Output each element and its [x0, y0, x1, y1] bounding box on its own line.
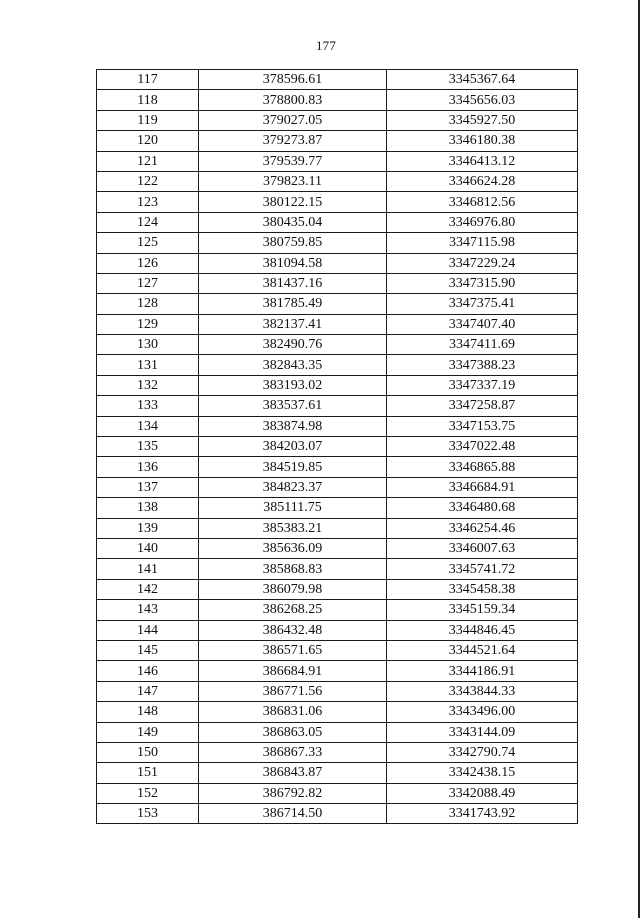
y-coordinate-cell: 3346624.28 — [387, 171, 578, 191]
x-coordinate-cell: 381094.58 — [199, 253, 387, 273]
x-coordinate-cell: 385636.09 — [199, 538, 387, 558]
x-coordinate-cell: 378596.61 — [199, 70, 387, 90]
table-row — [97, 763, 578, 783]
table-row — [97, 498, 578, 518]
table-row — [97, 804, 578, 824]
coordinate-table — [96, 69, 578, 824]
point-number-cell: 141 — [97, 559, 199, 579]
x-coordinate-cell: 378800.83 — [199, 90, 387, 110]
table-row — [97, 335, 578, 355]
point-number-cell: 136 — [97, 457, 199, 477]
y-coordinate-cell: 3346180.38 — [387, 131, 578, 151]
table-row — [97, 437, 578, 457]
x-coordinate-cell: 382843.35 — [199, 355, 387, 375]
y-coordinate-cell: 3341743.92 — [387, 804, 578, 824]
x-coordinate-cell: 379027.05 — [199, 110, 387, 130]
table-row — [97, 579, 578, 599]
table-row — [97, 233, 578, 253]
x-coordinate-cell: 385383.21 — [199, 518, 387, 538]
point-number-cell: 147 — [97, 681, 199, 701]
table-row — [97, 742, 578, 762]
y-coordinate-cell: 3347375.41 — [387, 294, 578, 314]
x-coordinate-cell: 379823.11 — [199, 171, 387, 191]
y-coordinate-cell: 3347153.75 — [387, 416, 578, 436]
y-coordinate-cell: 3346007.63 — [387, 538, 578, 558]
point-number-cell: 130 — [97, 335, 199, 355]
point-number-cell: 120 — [97, 131, 199, 151]
table-row — [97, 681, 578, 701]
x-coordinate-cell: 383874.98 — [199, 416, 387, 436]
table-row — [97, 559, 578, 579]
x-coordinate-cell: 382137.41 — [199, 314, 387, 334]
x-coordinate-cell: 380435.04 — [199, 212, 387, 232]
x-coordinate-cell: 386863.05 — [199, 722, 387, 742]
point-number-cell: 144 — [97, 620, 199, 640]
x-coordinate-cell: 386684.91 — [199, 661, 387, 681]
table-row — [97, 416, 578, 436]
point-number-cell: 117 — [97, 70, 199, 90]
point-number-cell: 151 — [97, 763, 199, 783]
y-coordinate-cell: 3346480.68 — [387, 498, 578, 518]
y-coordinate-cell: 3346865.88 — [387, 457, 578, 477]
point-number-cell: 128 — [97, 294, 199, 314]
table-row — [97, 355, 578, 375]
x-coordinate-cell: 380122.15 — [199, 192, 387, 212]
point-number-cell: 119 — [97, 110, 199, 130]
x-coordinate-cell: 384203.07 — [199, 437, 387, 457]
point-number-cell: 122 — [97, 171, 199, 191]
y-coordinate-cell: 3347411.69 — [387, 335, 578, 355]
y-coordinate-cell: 3347337.19 — [387, 375, 578, 395]
point-number-cell: 150 — [97, 742, 199, 762]
x-coordinate-cell: 381437.16 — [199, 273, 387, 293]
x-coordinate-cell: 384823.37 — [199, 477, 387, 497]
x-coordinate-cell: 385111.75 — [199, 498, 387, 518]
table-row — [97, 314, 578, 334]
table-row — [97, 192, 578, 212]
x-coordinate-cell: 381785.49 — [199, 294, 387, 314]
point-number-cell: 131 — [97, 355, 199, 375]
x-coordinate-cell: 384519.85 — [199, 457, 387, 477]
x-coordinate-cell: 386714.50 — [199, 804, 387, 824]
point-number-cell: 133 — [97, 396, 199, 416]
x-coordinate-cell: 379539.77 — [199, 151, 387, 171]
y-coordinate-cell: 3343496.00 — [387, 702, 578, 722]
x-coordinate-cell: 379273.87 — [199, 131, 387, 151]
point-number-cell: 152 — [97, 783, 199, 803]
page-number: 177 — [315, 38, 337, 53]
point-number-cell: 148 — [97, 702, 199, 722]
table-row — [97, 90, 578, 110]
y-coordinate-cell: 3344521.64 — [387, 640, 578, 660]
table-row — [97, 253, 578, 273]
point-number-cell: 135 — [97, 437, 199, 457]
point-number-cell: 121 — [97, 151, 199, 171]
table-row — [97, 131, 578, 151]
point-number-cell: 139 — [97, 518, 199, 538]
table-row — [97, 620, 578, 640]
table-row — [97, 375, 578, 395]
x-coordinate-cell: 382490.76 — [199, 335, 387, 355]
table-row — [97, 273, 578, 293]
table-row — [97, 783, 578, 803]
table-row — [97, 640, 578, 660]
y-coordinate-cell: 3347022.48 — [387, 437, 578, 457]
table-row — [97, 70, 578, 90]
y-coordinate-cell: 3347315.90 — [387, 273, 578, 293]
y-coordinate-cell: 3346254.46 — [387, 518, 578, 538]
table-row — [97, 538, 578, 558]
point-number-cell: 153 — [97, 804, 199, 824]
x-coordinate-cell: 386771.56 — [199, 681, 387, 701]
x-coordinate-cell: 385868.83 — [199, 559, 387, 579]
table-row — [97, 518, 578, 538]
y-coordinate-cell: 3345367.64 — [387, 70, 578, 90]
table-row — [97, 212, 578, 232]
x-coordinate-cell: 383537.61 — [199, 396, 387, 416]
point-number-cell: 145 — [97, 640, 199, 660]
y-coordinate-cell: 3345741.72 — [387, 559, 578, 579]
point-number-cell: 123 — [97, 192, 199, 212]
x-coordinate-cell: 380759.85 — [199, 233, 387, 253]
y-coordinate-cell: 3342088.49 — [387, 783, 578, 803]
point-number-cell: 142 — [97, 579, 199, 599]
table-row — [97, 722, 578, 742]
point-number-cell: 143 — [97, 600, 199, 620]
table-row — [97, 110, 578, 130]
y-coordinate-cell: 3345656.03 — [387, 90, 578, 110]
x-coordinate-cell: 383193.02 — [199, 375, 387, 395]
x-coordinate-cell: 386867.33 — [199, 742, 387, 762]
table-row — [97, 457, 578, 477]
x-coordinate-cell: 386268.25 — [199, 600, 387, 620]
point-number-cell: 127 — [97, 273, 199, 293]
x-coordinate-cell: 386831.06 — [199, 702, 387, 722]
y-coordinate-cell: 3345458.38 — [387, 579, 578, 599]
x-coordinate-cell: 386432.48 — [199, 620, 387, 640]
y-coordinate-cell: 3343844.33 — [387, 681, 578, 701]
y-coordinate-cell: 3345927.50 — [387, 110, 578, 130]
point-number-cell: 132 — [97, 375, 199, 395]
y-coordinate-cell: 3343144.09 — [387, 722, 578, 742]
y-coordinate-cell: 3347407.40 — [387, 314, 578, 334]
table-row — [97, 171, 578, 191]
point-number-cell: 137 — [97, 477, 199, 497]
x-coordinate-cell: 386571.65 — [199, 640, 387, 660]
y-coordinate-cell: 3346413.12 — [387, 151, 578, 171]
point-number-cell: 138 — [97, 498, 199, 518]
point-number-cell: 134 — [97, 416, 199, 436]
table-row — [97, 702, 578, 722]
table-body — [97, 70, 578, 824]
x-coordinate-cell: 386792.82 — [199, 783, 387, 803]
point-number-cell: 146 — [97, 661, 199, 681]
y-coordinate-cell: 3346976.80 — [387, 212, 578, 232]
y-coordinate-cell: 3342438.15 — [387, 763, 578, 783]
y-coordinate-cell: 3344186.91 — [387, 661, 578, 681]
y-coordinate-cell: 3347115.98 — [387, 233, 578, 253]
y-coordinate-cell: 3344846.45 — [387, 620, 578, 640]
y-coordinate-cell: 3345159.34 — [387, 600, 578, 620]
y-coordinate-cell: 3347388.23 — [387, 355, 578, 375]
y-coordinate-cell: 3346812.56 — [387, 192, 578, 212]
x-coordinate-cell: 386079.98 — [199, 579, 387, 599]
y-coordinate-cell: 3347258.87 — [387, 396, 578, 416]
point-number-cell: 125 — [97, 233, 199, 253]
table-row — [97, 294, 578, 314]
x-coordinate-cell: 386843.87 — [199, 763, 387, 783]
point-number-cell: 124 — [97, 212, 199, 232]
point-number-cell: 118 — [97, 90, 199, 110]
y-coordinate-cell: 3342790.74 — [387, 742, 578, 762]
table-row — [97, 600, 578, 620]
point-number-cell: 149 — [97, 722, 199, 742]
y-coordinate-cell: 3347229.24 — [387, 253, 578, 273]
point-number-cell: 126 — [97, 253, 199, 273]
table-row — [97, 477, 578, 497]
point-number-cell: 129 — [97, 314, 199, 334]
y-coordinate-cell: 3346684.91 — [387, 477, 578, 497]
table-row — [97, 661, 578, 681]
point-number-cell: 140 — [97, 538, 199, 558]
table-row — [97, 396, 578, 416]
table-row — [97, 151, 578, 171]
